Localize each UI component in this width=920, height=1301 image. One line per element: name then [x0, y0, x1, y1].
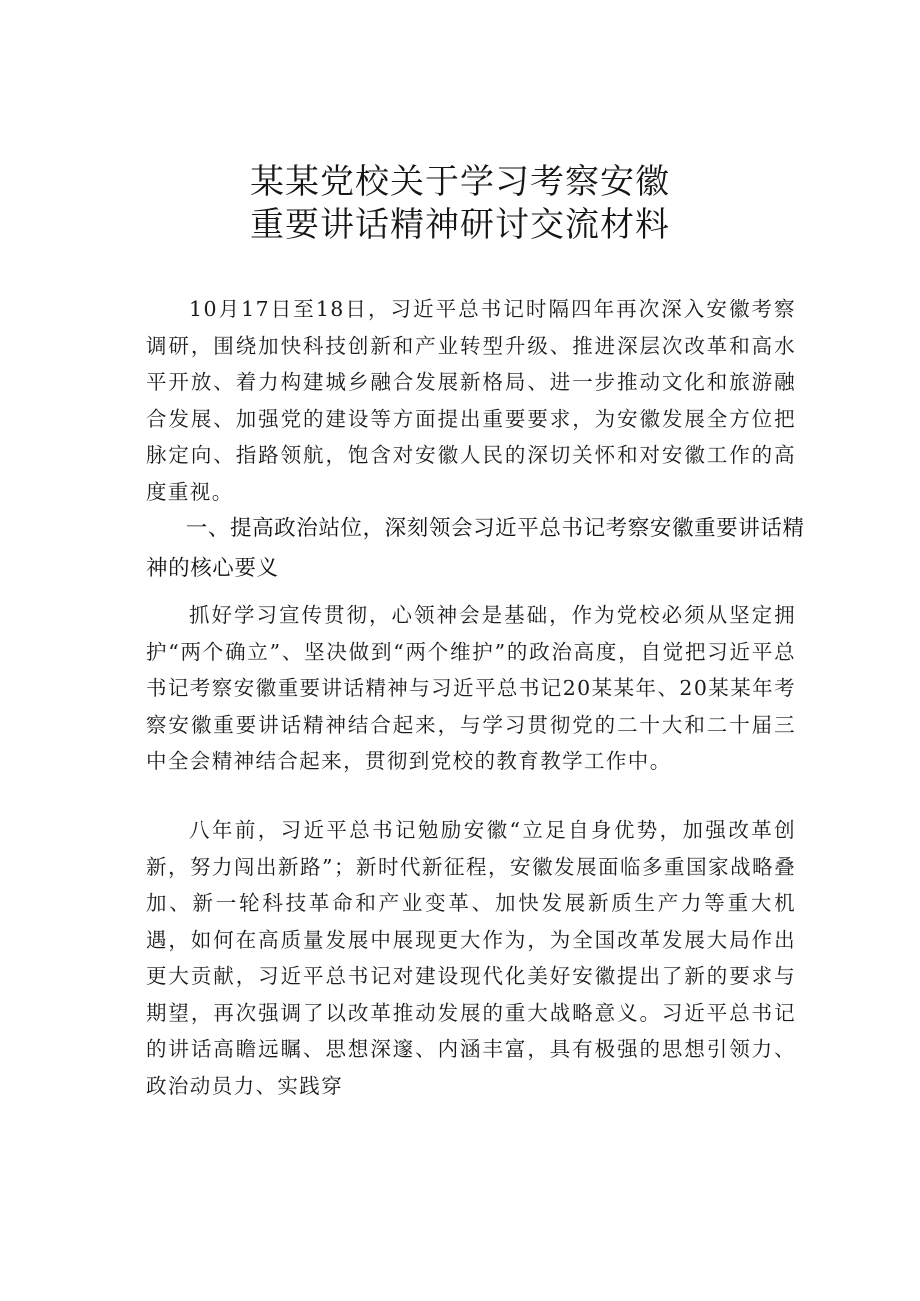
document-title-line-2: 重要讲话精神研讨交流材料: [250, 205, 670, 245]
body-paragraph-2: 八年前，习近平总书记勉励安徽“立足自身优势，加强改革创新，努力闯出新路”；新时代新征程，安徽发展面临多重国家战略叠加、新一轮科技革命和产业变革、加快发展新质生产力等重大机遇，如何在高质量发展中展现更大作为，为全国改革发展大局作出更大贡献，习近平总书记对建设现代化美好安徽提出了新的要求与期望，再次强调了以改革推动发展的重大战略意义。习近平总书记的讲话高瞻远瞩、思想深邃、内涵丰富，具有极强的思想引领力、政治动员力、实践穿: [146, 818, 796, 1098]
document-title-line-1: 某某党校关于学习考察安徽: [250, 162, 670, 202]
body-paragraph-1: 抓好学习宣传贯彻，心领神会是基础，作为党校必须从坚定拥护“两个确立”、坚决做到“两个维护”的政治高度，自觉把习近平总书记考察安徽重要讲话精神与习近平总书记20某某年、20某某年考察安徽重要讲话精神结合起来，与学习贯彻党的二十大和二十届三中全会精神结合起来，贯彻到党校的教育教学工作中。: [146, 603, 796, 773]
section-heading-1: 一、提高政治站位，深刻领会习近平总书记考察安徽重要讲话精神的核心要义: [146, 516, 805, 581]
intro-paragraph: 10月17日至18日，习近平总书记时隔四年再次深入安徽考察调研，围绕加快科技创新和产业转型升级、推进深层次改革和高水平开放、着力构建城乡融合发展新格局、进一步推动文化和旅游融合发展、加强党的建设等方面提出重要要求，为安徽发展全方位把脉定向、指路领航，饱含对安徽人民的深切关怀和对安徽工作的高度重视。: [146, 297, 796, 504]
